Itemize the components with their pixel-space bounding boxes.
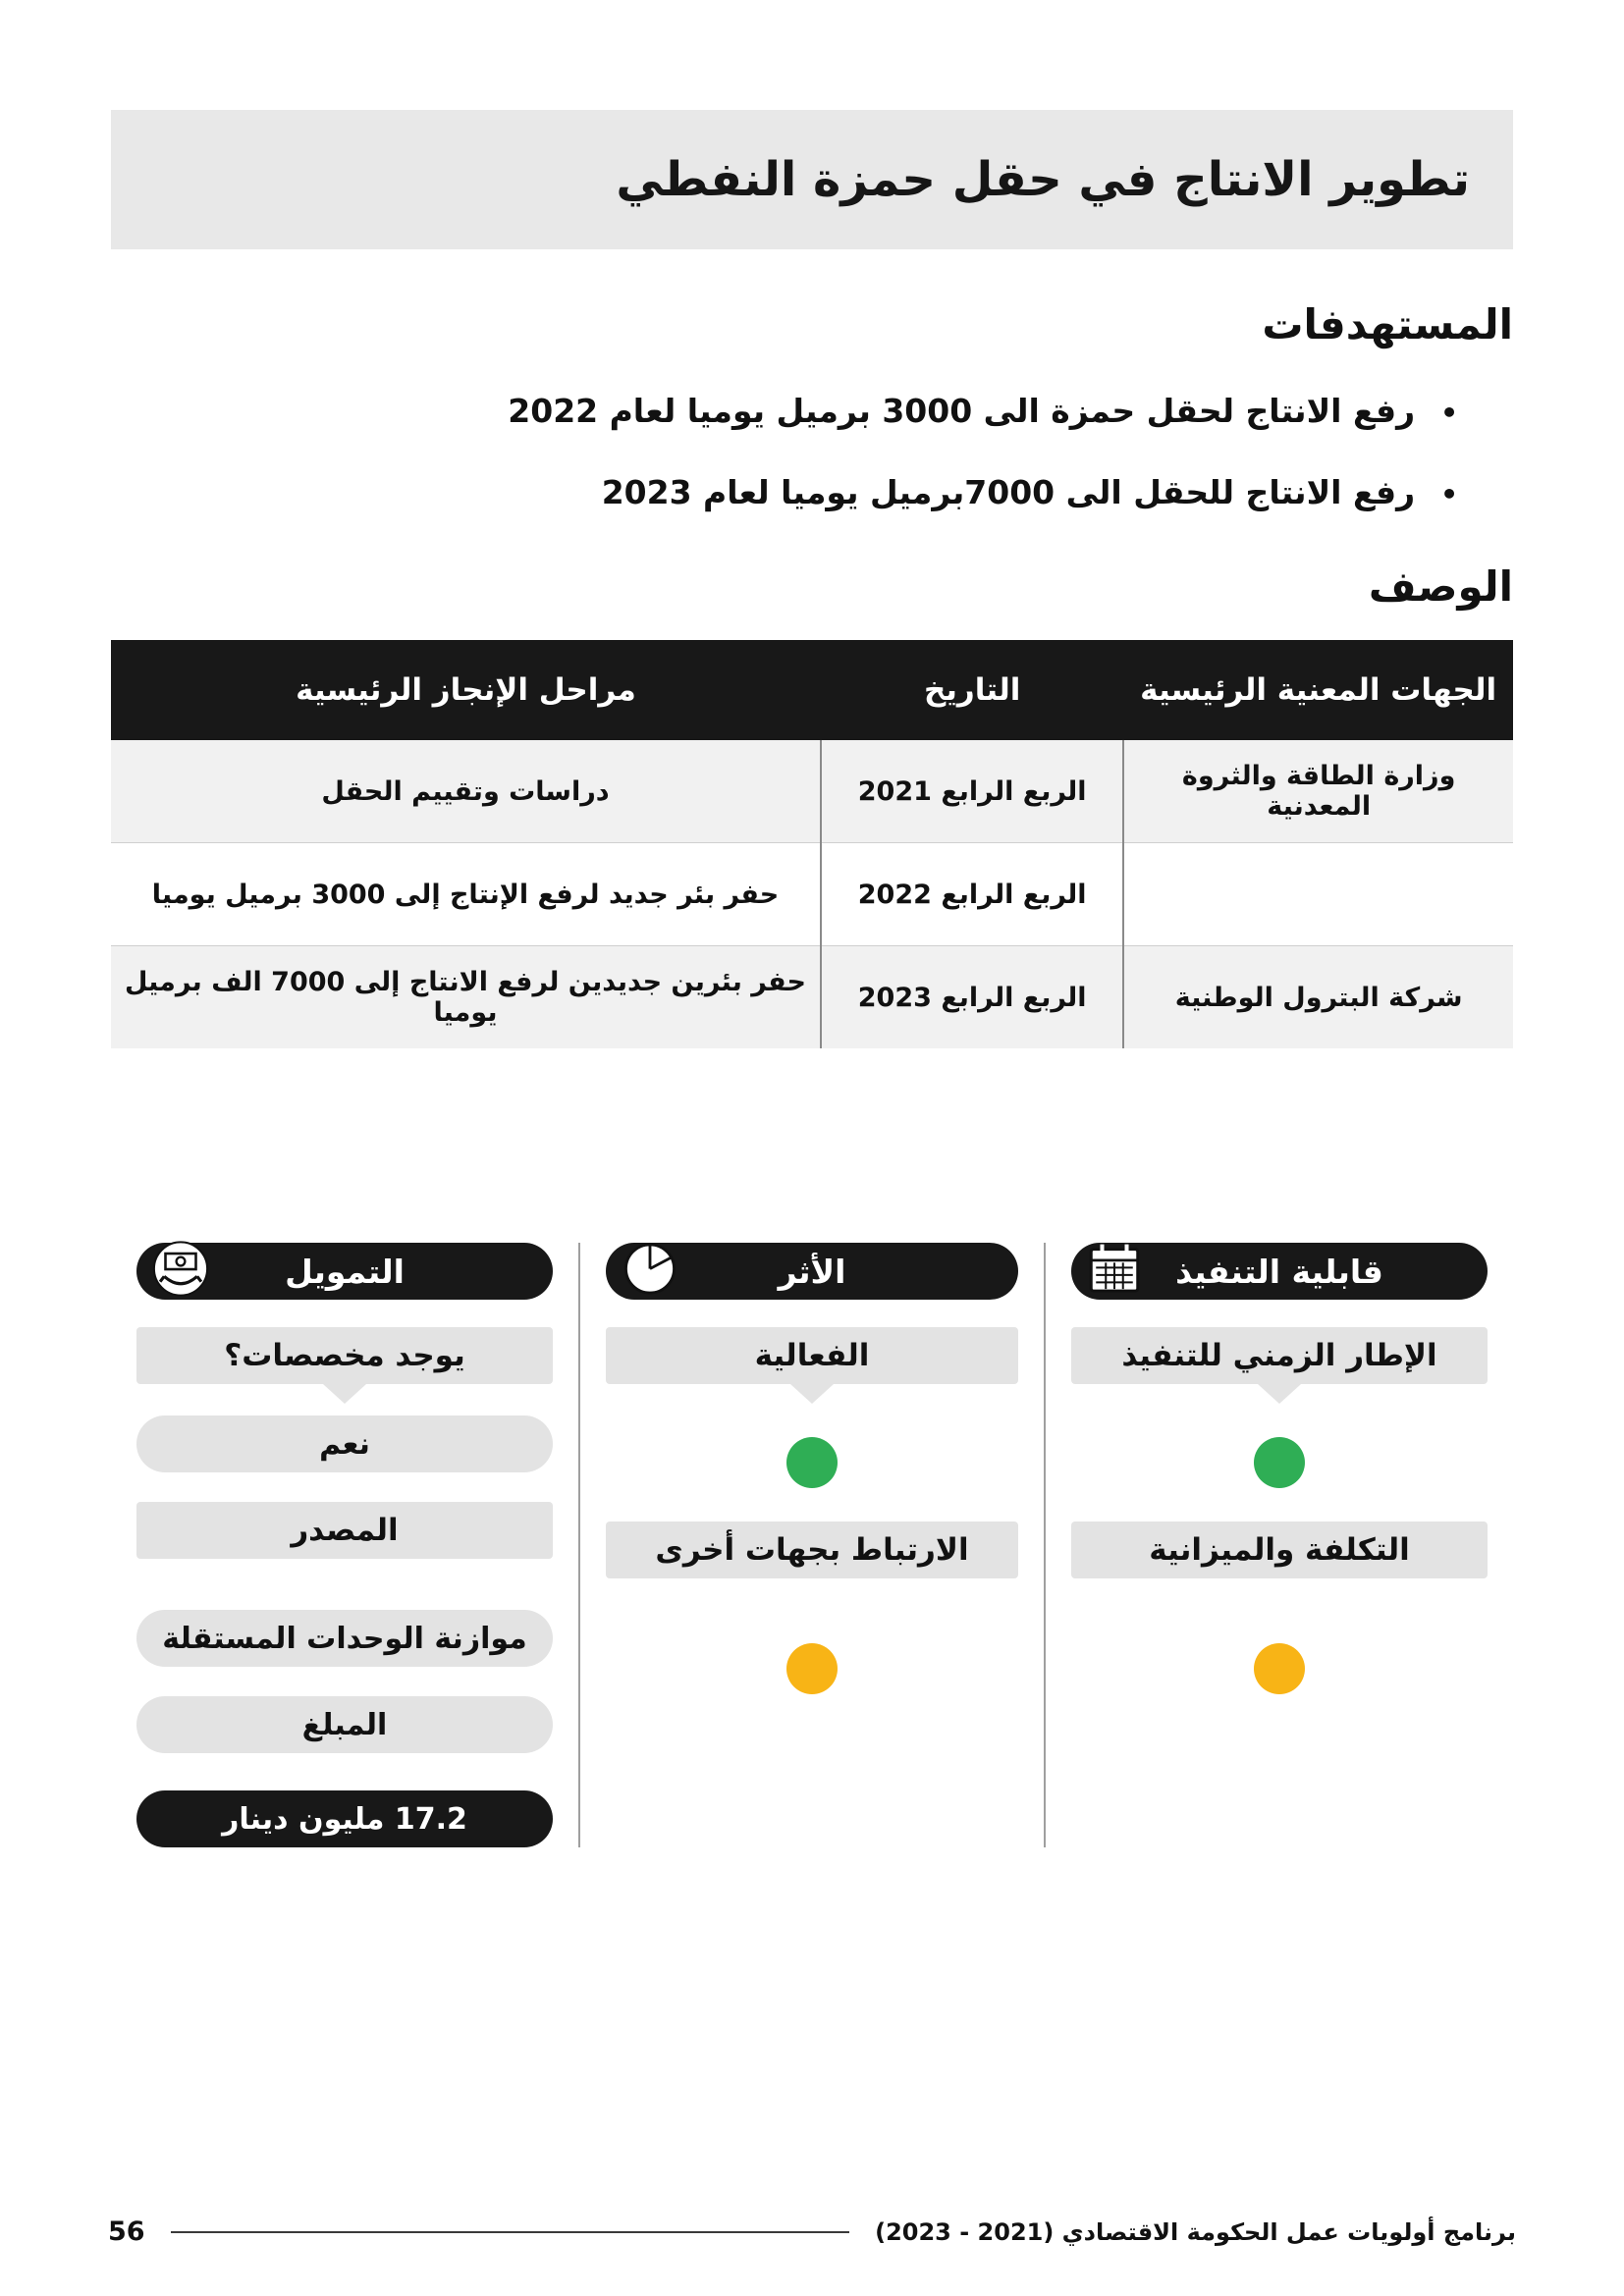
title-banner [111,110,1513,249]
description-table [111,640,1513,1048]
funding-title: التمويل [285,1252,405,1291]
date-cell: الربع الرابع 2023 [821,946,1123,1049]
pie-chart-icon [620,1239,680,1300]
panel-feasibility [1046,1243,1513,1847]
footer-rule [171,2231,850,2233]
tab-pointer [1258,1384,1301,1404]
status-indicator [786,1643,838,1694]
funding-answer: نعم [136,1415,553,1472]
status-indicator [1254,1643,1305,1694]
target-text: رفع الانتاج للحقل الى 7000برميل يوميا لعام 2023 [601,473,1416,511]
table-row [111,946,1513,1049]
status-indicator [1254,1437,1305,1488]
money-hands-icon [150,1239,211,1300]
funding-question: يوجد مخصصات؟ [136,1327,553,1384]
impact-criterion-effectiveness: الفعالية [606,1327,1018,1384]
funding-header [136,1243,553,1300]
table-row [111,740,1513,843]
page-number: 56 [108,2216,145,2247]
target-text: رفع الانتاج لحقل حمزة الى 3000 برميل يوميا لعام 2022 [508,392,1416,430]
description-heading: الوصف [1368,562,1513,611]
milestone-cell: حفر بئر جديد لرفع الإنتاج إلى 3000 برميل يوميا [111,843,821,946]
milestone-cell: دراسات وتقييم الحقل [321,775,610,807]
tab-pointer [323,1384,366,1404]
milestones-column-header: مراحل الإنجاز الرئيسية [111,640,821,740]
status-indicator [786,1437,838,1488]
stakeholder-cell: وزارة الطاقة والثروة المعدنية [1123,740,1513,843]
calendar-icon [1085,1240,1144,1299]
funding-amount-label: المبلغ [136,1696,553,1753]
page-footer [108,2216,1516,2247]
impact-criterion-linkage: الارتباط بجهات أخرى [606,1522,1018,1578]
panel-funding [111,1243,578,1847]
date-cell: الربع الرابع 2021 [821,740,1123,843]
funding-source-value: موازنة الوحدات المستقلة [136,1610,553,1667]
stakeholders-column-header: الجهات المعنية الرئيسية [1123,640,1513,740]
impact-title: الأثر [778,1252,846,1291]
table-header-row [111,640,1513,740]
targets-heading: المستهدفات [1262,300,1513,348]
feasibility-criterion-timeline: الإطار الزمني للتنفيذ [1071,1327,1488,1384]
tab-pointer [790,1384,834,1404]
funding-amount-value: 17.2 مليون دينار [136,1790,553,1847]
panel-impact [578,1243,1046,1847]
page-title: تطوير الانتاج في حقل حمزة النفطي [616,152,1470,207]
bullet-icon: • [1440,478,1458,510]
funding-source-label: المصدر [136,1502,553,1559]
target-item [111,392,1458,430]
stakeholder-cell: شركة البترول الوطنية [1123,946,1513,1049]
date-cell: الربع الرابع 2022 [821,843,1123,946]
bullet-icon: • [1440,397,1458,429]
milestone-cell: حفر بئرين جديدين لرفع الانتاج إلى 7000 الف برميل يوميا [111,946,821,1049]
impact-header [606,1243,1018,1300]
table-row [111,843,1513,946]
date-column-header: التاريخ [821,640,1123,740]
assessment-panels [111,1243,1513,1847]
feasibility-header [1071,1243,1488,1300]
program-title: برنامج أولويات عمل الحكومة الاقتصادي (2021 - 2023) [875,2217,1516,2246]
target-item [111,473,1458,511]
stakeholder-cell [1123,843,1513,946]
feasibility-title: قابلية التنفيذ [1175,1252,1383,1291]
content-area [0,110,1624,1847]
targets-list [111,392,1513,511]
feasibility-criterion-cost: التكلفة والميزانية [1071,1522,1488,1578]
